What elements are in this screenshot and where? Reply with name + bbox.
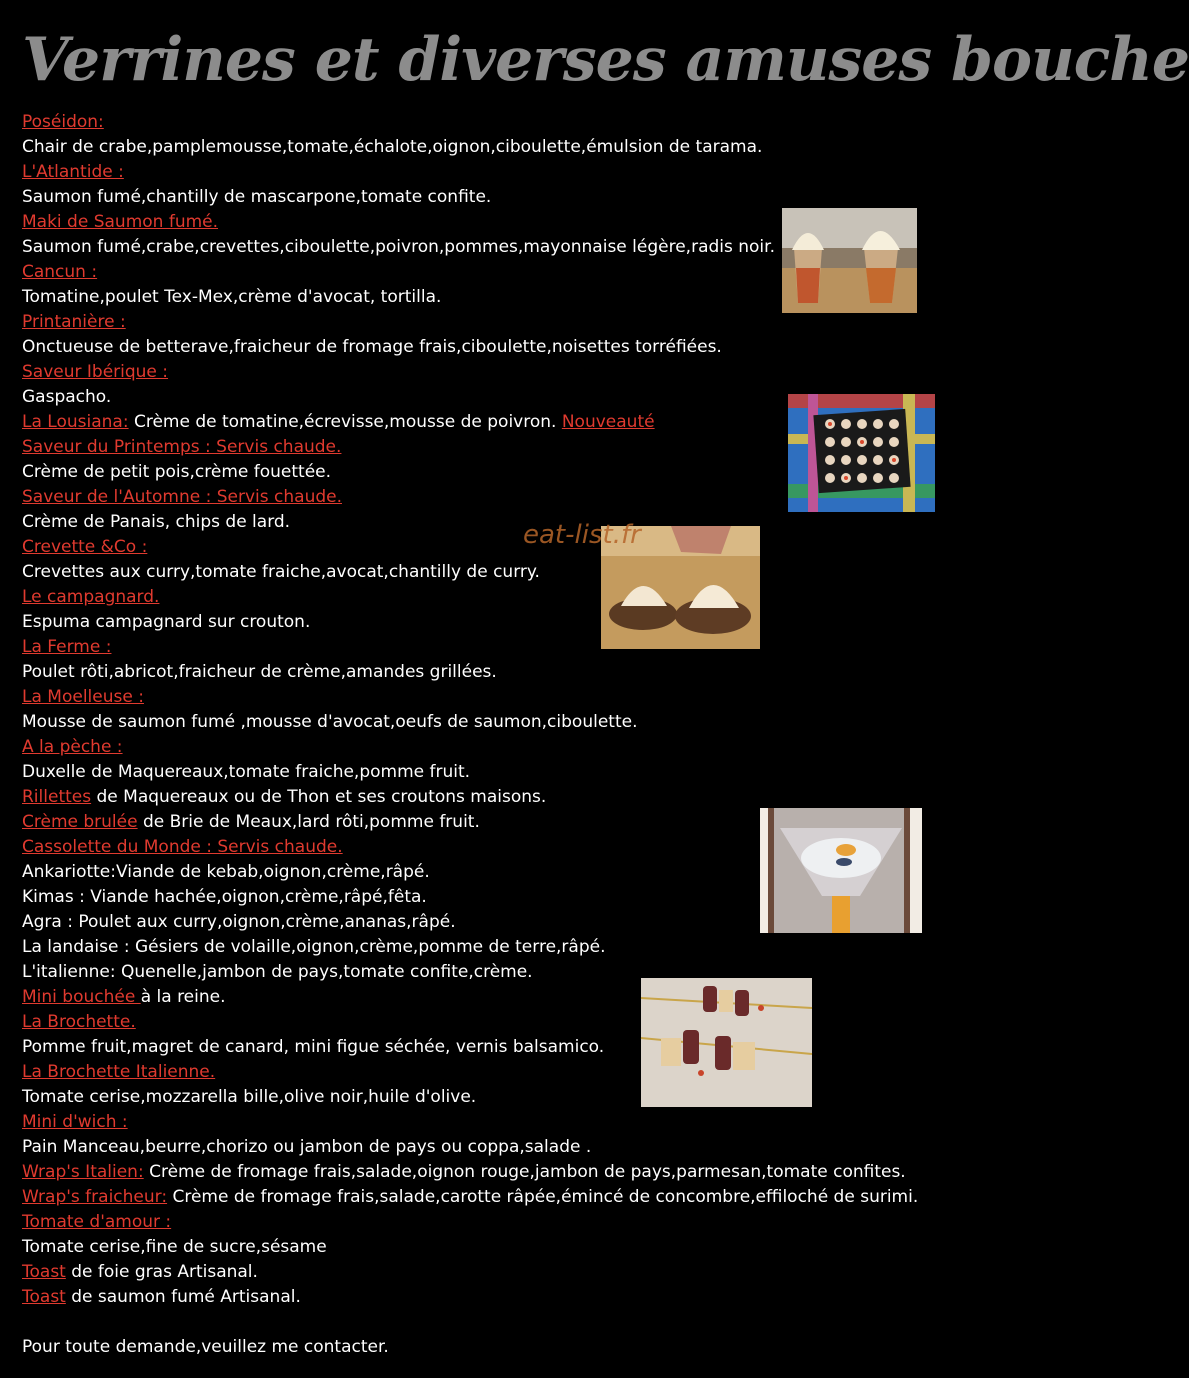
menu-item-text: La landaise : Gésiers de volaille,oignon,crème,pomme de terre,râpé. <box>22 937 606 957</box>
verrines-photo <box>782 208 917 313</box>
watermark: eat-list.fr <box>523 520 641 550</box>
menu-item-text: Espuma campagnard sur crouton. <box>22 612 311 632</box>
menu-item-text: de foie gras Artisanal. <box>65 1262 258 1282</box>
menu-description <box>22 135 952 160</box>
menu-item-text: Mousse de saumon fumé ,mousse d'avocat,oeufs de saumon,ciboulette. <box>22 712 638 732</box>
menu-item-text: Kimas : Viande hachée,oignon,crème,râpé,fêta. <box>22 887 427 907</box>
menu-item-text: Chair de crabe,pamplemousse,tomate,échalote,oignon,ciboulette,émulsion de tarama. <box>22 137 763 157</box>
menu-description <box>22 1235 952 1260</box>
menu-item-text: Crème de fromage frais,salade,carotte râpée,émincé de concombre,effiloché de surimi. <box>167 1187 919 1207</box>
menu-item-text: de saumon fumé Artisanal. <box>65 1287 301 1307</box>
menu-item <box>22 1260 952 1285</box>
cassolette-photo <box>760 808 922 933</box>
menu-description <box>22 935 952 960</box>
menu-item-link[interactable]: Wrap's fraicheur: <box>22 1187 168 1207</box>
menu-item-text: L'italienne: Quenelle,jambon de pays,tomate confite,crème. <box>22 962 533 982</box>
menu-item <box>22 1285 952 1310</box>
menu-item-link[interactable]: Cassolette du Monde : Servis chaude. <box>22 837 343 857</box>
menu-item-text: Crème de fromage frais,salade,oignon rouge,jambon de pays,parmesan,tomate confites. <box>143 1162 906 1182</box>
menu-item-link[interactable]: Saveur de l'Automne : Servis chaude. <box>22 487 342 507</box>
lousiana-tray-photo <box>788 394 935 512</box>
menu-item-text: Ankariotte:Viande de kebab,oignon,crème,râpé. <box>22 862 430 882</box>
menu-item-text: Tomate cerise,fine de sucre,sésame <box>22 1237 327 1257</box>
menu-item <box>22 1010 952 1035</box>
menu-item <box>22 1185 952 1210</box>
menu-item <box>22 360 952 385</box>
menu-item-link[interactable]: La Brochette. <box>22 1012 136 1032</box>
page-title: Verrines et diverses amuses bouche <box>22 25 1189 95</box>
menu-item <box>22 985 952 1010</box>
menu-item-text: Pain Manceau,beurre,chorizo ou jambon de pays ou coppa,salade . <box>22 1137 592 1157</box>
menu-item-link[interactable]: Mini bouchée <box>22 987 141 1007</box>
menu-item-text: Gaspacho. <box>22 387 112 407</box>
menu-item <box>22 685 952 710</box>
menu-item-text: Crevettes aux curry,tomate fraiche,avocat,chantilly de curry. <box>22 562 540 582</box>
menu-item-link[interactable]: Le campagnard. <box>22 587 160 607</box>
menu-description <box>22 1135 952 1160</box>
menu-item-link[interactable]: Crème brulée <box>22 812 138 832</box>
menu-item-text: Agra : Poulet aux curry,oignon,crème,ananas,râpé. <box>22 912 456 932</box>
spacer <box>22 1310 952 1335</box>
menu-description <box>22 1035 952 1060</box>
menu-description <box>22 335 952 360</box>
menu-item-link[interactable]: Poséidon: <box>22 112 104 132</box>
menu-item-text: Onctueuse de betterave,fraicheur de fromage frais,ciboulette,noisettes torréfiées. <box>22 337 722 357</box>
menu-item-text: Saumon fumé,crabe,crevettes,ciboulette,poivron,pommes,mayonnaise légère,radis noir. <box>22 237 775 257</box>
menu-item <box>22 785 952 810</box>
menu-item-link[interactable]: Toast <box>22 1262 66 1282</box>
menu-item-text: Crème de petit pois,crème fouettée. <box>22 462 332 482</box>
menu-item <box>22 310 952 335</box>
menu-item-link[interactable]: Saveur Ibérique : <box>22 362 169 382</box>
menu-description <box>22 760 952 785</box>
menu-item-link[interactable]: Wrap's Italien: <box>22 1162 144 1182</box>
menu-item-text: Duxelle de Maquereaux,tomate fraiche,pomme fruit. <box>22 762 471 782</box>
menu-description <box>22 710 952 735</box>
menu-item-text: Crème de Panais, chips de lard. <box>22 512 291 532</box>
contact-note: Pour toute demande,veuillez me contacter. <box>22 1337 389 1357</box>
menu-item <box>22 585 952 610</box>
menu-item <box>22 635 952 660</box>
menu-item <box>22 535 952 560</box>
menu-description <box>22 610 952 635</box>
menu-description <box>22 560 952 585</box>
menu-item-text: Crème de tomatine,écrevisse,mousse de poivron. <box>128 412 562 432</box>
menu-item <box>22 1060 952 1085</box>
menu-item-link[interactable]: Rillettes <box>22 787 92 807</box>
menu-item-text: Tomatine,poulet Tex-Mex,crème d'avocat, tortilla. <box>22 287 442 307</box>
menu-description <box>22 185 952 210</box>
brochette-photo <box>641 978 812 1107</box>
menu-item-link[interactable]: L'Atlantide : <box>22 162 124 182</box>
menu-item-link[interactable]: Mini d'wich : <box>22 1112 128 1132</box>
menu-item <box>22 110 952 135</box>
menu-item-text: de Maquereaux ou de Thon et ses croutons maisons. <box>91 787 547 807</box>
menu-description <box>22 660 952 685</box>
menu-item-link[interactable]: A la pèche : <box>22 737 123 757</box>
menu-item-link[interactable]: Printanière : <box>22 312 126 332</box>
menu-item-link[interactable]: La Moelleuse : <box>22 687 144 707</box>
menu-item-link[interactable]: Cancun : <box>22 262 98 282</box>
menu-item <box>22 735 952 760</box>
menu-item-text: à la reine. <box>140 987 226 1007</box>
menu-description <box>22 510 952 535</box>
menu-item-link[interactable]: La Brochette Italienne. <box>22 1062 216 1082</box>
menu-item-link[interactable]: Crevette &Co : <box>22 537 148 557</box>
menu-item <box>22 1210 952 1235</box>
menu-item-link[interactable]: La Ferme : <box>22 637 112 657</box>
menu-item <box>22 1160 952 1185</box>
menu-item-text: Pomme fruit,magret de canard, mini figue séchée, vernis balsamico. <box>22 1037 605 1057</box>
menu-item-text: Tomate cerise,mozzarella bille,olive noir,huile d'olive. <box>22 1087 477 1107</box>
menu-item <box>22 1110 952 1135</box>
menu-item-link[interactable]: Maki de Saumon fumé. <box>22 212 219 232</box>
menu-item-text: Saumon fumé,chantilly de mascarpone,tomate confite. <box>22 187 492 207</box>
menu-item <box>22 160 952 185</box>
menu-item-link[interactable]: La Lousiana: <box>22 412 129 432</box>
menu-item-link[interactable]: Toast <box>22 1287 66 1307</box>
menu-item-text: de Brie de Meaux,lard rôti,pomme fruit. <box>137 812 480 832</box>
menu-item-link[interactable]: Saveur du Printemps : Servis chaude. <box>22 437 342 457</box>
menu-description <box>22 960 952 985</box>
menu-item-text: Poulet rôti,abricot,fraicheur de crème,amandes grillées. <box>22 662 497 682</box>
menu-description <box>22 1085 952 1110</box>
new-badge-link[interactable]: Nouveauté <box>561 412 655 432</box>
menu-item-link[interactable]: Tomate d'amour : <box>22 1212 172 1232</box>
